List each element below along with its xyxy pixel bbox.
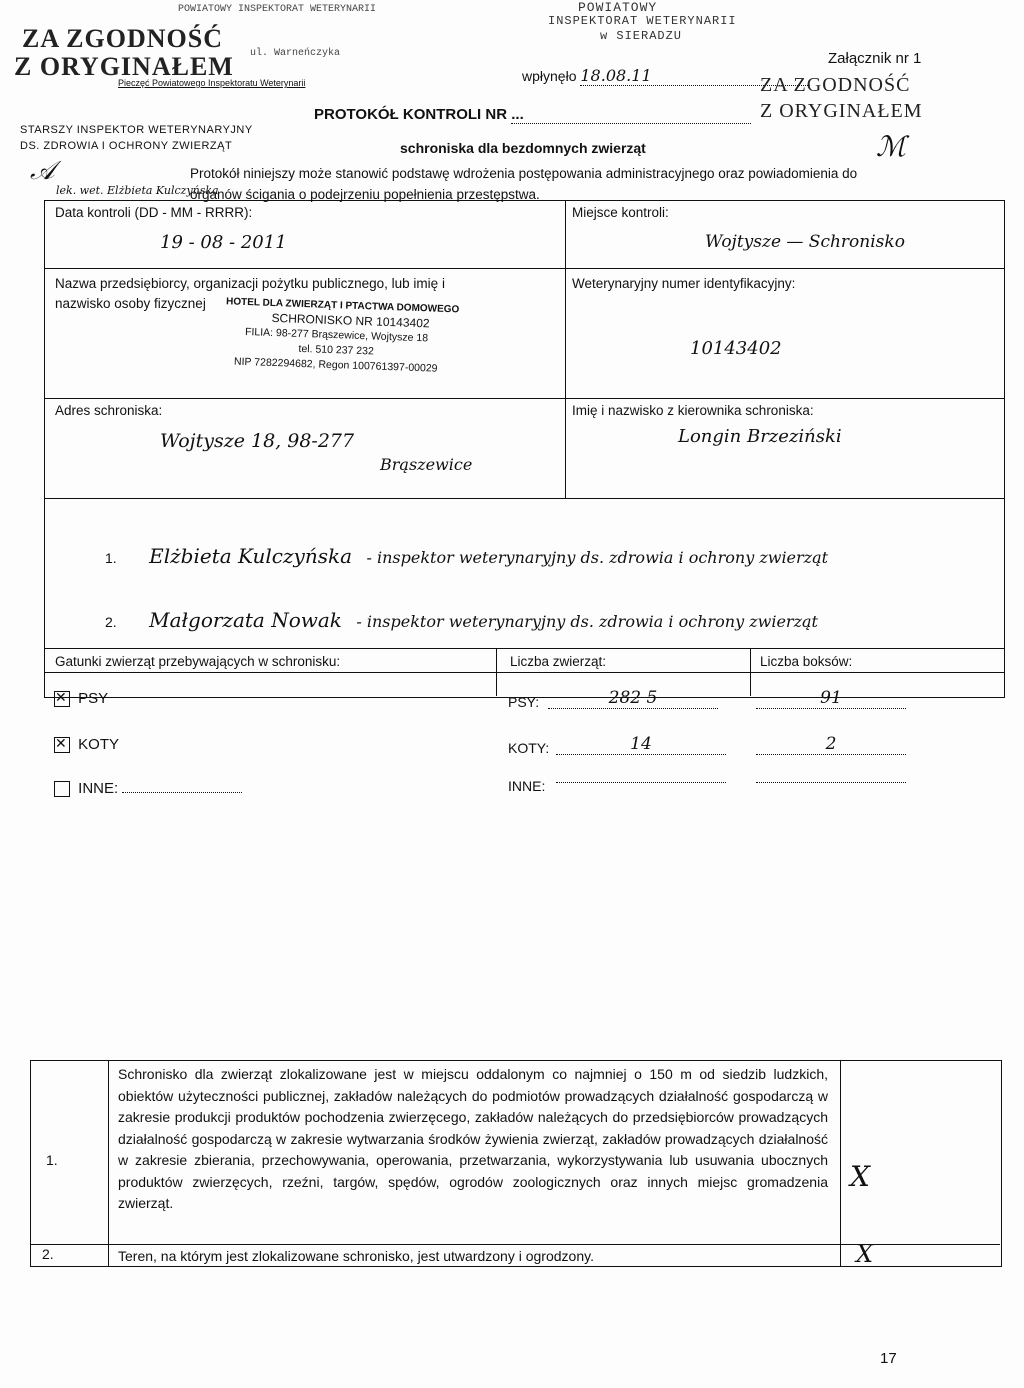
- kierownik-value[interactable]: Longin Brzeziński: [678, 426, 842, 447]
- animals-table-top: [44, 648, 1004, 649]
- koty-count-label: KOTY:: [508, 740, 550, 756]
- signature-top-right: ℳ: [876, 130, 906, 163]
- za-zgodnosc-stamp-top: ZA ZGODNOŚĆ: [22, 24, 223, 53]
- wplynelo-date: 18.08.11: [580, 66, 810, 86]
- nazwa-stamp-line: FILIA: 98-277 Brąszewice, Wojtysze 18: [244, 325, 429, 345]
- title-number: ...: [511, 106, 751, 124]
- protocol-note: Protokół niniejszy może stanowić podstawę wdrożenia postępowania administracyjnego oraz powiadomienia do organów ścigania o podejrzeniu popełnienia przestępstwa.: [190, 166, 858, 202]
- starszy-inspektor-stamp: STARSZY INSPEKTOR WETERYNARYJNY: [20, 124, 253, 136]
- inspector-2-num: 2.: [105, 614, 117, 630]
- starszy-inspektor-name: lek. wet. Elżbieta Kulczyńska: [56, 184, 219, 197]
- requirement-1-mark[interactable]: X: [850, 1160, 870, 1193]
- requirement-2-mark[interactable]: X: [856, 1240, 874, 1268]
- animal-row-koty: [54, 736, 119, 753]
- inne-count-value[interactable]: [556, 782, 726, 783]
- requirement-1-num: 1.: [46, 1152, 58, 1168]
- wni-label: Weterynaryjny numer identyfikacyjny:: [572, 276, 796, 291]
- nazwa-stamp-line: tel. 510 237 232: [298, 342, 375, 358]
- psy-boxes-value[interactable]: 91: [756, 688, 906, 709]
- za-zgodnosc-stamp-right: ZA ZGODNOŚĆ: [760, 74, 911, 96]
- psy-checkbox[interactable]: [54, 691, 70, 707]
- inspector-2: [105, 608, 1015, 632]
- table-divider-2: [44, 398, 1004, 399]
- table-divider-1: [44, 268, 1004, 269]
- inspector-1-num: 1.: [105, 550, 117, 566]
- requirement-2-text: Teren, na którym jest zlokalizowane schronisko, jest utwardzony i ogrodzony.: [118, 1248, 594, 1264]
- gatunki-label: Gatunki zwierząt przebywających w schronisku:: [55, 654, 341, 669]
- adres-label: Adres schroniska:: [55, 403, 163, 418]
- animal-row-psy: [54, 690, 108, 707]
- adres-value-2[interactable]: Brąszewice: [380, 455, 473, 474]
- page-number: 17: [880, 1350, 897, 1367]
- req-divider-num: [108, 1060, 109, 1266]
- z-oryginalem-stamp-top: Z ORYGINAŁEM: [14, 52, 234, 81]
- inspector-1-role[interactable]: - inspektor weterynaryjny ds. zdrowia i ochrony zwierząt: [366, 548, 829, 567]
- psy-label: PSY: [78, 690, 109, 707]
- adres-value-1[interactable]: Wojtysze 18, 98-277: [160, 430, 355, 452]
- wplynelo-label: wpłynęło: [522, 68, 577, 84]
- req-divider-mark: [840, 1060, 841, 1266]
- inne-label: INNE:: [78, 780, 119, 797]
- zalacznik-label: Załącznik nr 1: [828, 50, 922, 67]
- inspektorat-address: ul. Warneńczyka: [250, 48, 341, 59]
- data-kontroli-label: Data kontroli (DD - MM - RRRR):: [55, 205, 253, 220]
- liczba-boksow-label: Liczba boksów:: [760, 654, 853, 669]
- animal-row-inne: [54, 780, 242, 797]
- title-prefix: PROTOKÓŁ KONTROLI NR: [314, 106, 508, 123]
- pieczec-label: Pieczęć Powiatowego Inspektoratu Weterynarii: [118, 78, 306, 88]
- inspector-2-name[interactable]: Małgorzata Nowak: [149, 608, 342, 632]
- z-oryginalem-stamp-right: Z ORYGINAŁEM: [760, 100, 923, 122]
- nazwa-stamp-line: HOTEL DLA ZWIERZĄT I PTACTWA DOMOWEGO: [225, 296, 460, 316]
- nazwa-stamp: [204, 294, 460, 378]
- inspector-1-name[interactable]: Elżbieta Kulczyńska: [149, 544, 353, 568]
- psy-count-label: PSY:: [508, 694, 540, 710]
- inne-count-label: INNE:: [508, 778, 546, 794]
- wni-value[interactable]: 10143402: [690, 338, 782, 359]
- table-divider-vertical: [565, 200, 566, 498]
- data-kontroli-value[interactable]: 19 - 08 - 2011: [160, 232, 287, 253]
- miejsce-kontroli-value[interactable]: Wojtysze — Schronisko: [705, 232, 905, 252]
- inspector-2-role[interactable]: - inspektor weterynaryjny ds. zdrowia i ochrony zwierząt: [356, 612, 818, 631]
- starszy-inspektor-stamp-2: DS. ZDROWIA I OCHRONY ZWIERZĄT: [20, 140, 233, 152]
- inspektorat-stamp-right-3: w SIERADZU: [600, 29, 683, 43]
- koty-checkbox[interactable]: [54, 737, 70, 753]
- liczba-zwierzat-label: Liczba zwierząt:: [510, 654, 607, 669]
- nazwa-label-line2: nazwisko osoby fizycznej: [55, 296, 206, 311]
- signature-mark: 𝒜: [30, 156, 55, 186]
- inspektorat-stamp-left: POWIATOWY INSPEKTORAT WETERYNARII: [178, 4, 377, 15]
- psy-count-value[interactable]: 282 5: [548, 688, 718, 709]
- koty-count-value[interactable]: 14: [556, 734, 726, 755]
- kierownik-label: Imię i nazwisko z kierownika schroniska:: [572, 403, 814, 418]
- inne-value[interactable]: [122, 792, 242, 793]
- koty-label: KOTY: [78, 736, 120, 753]
- requirement-1-text: Schronisko dla zwierząt zlokalizowane jest w miejscu oddalonym co najmniej o 150 m od siedzib ludzkich, obiektów użyteczności publicznej, zakładów należących do podmiotów prowadzących działalność gospodarczą w zakresie produkcji produktów pochodzenia zwierzęcego, zakładów należących do przedsiębiorców prowadzących działalność gospodarczą w zakresie wytwarzania środków żywienia zwierząt, zakładów prowadzących działalność w zakresie zbierania, przechowywania, operowania, przetwarzania, wykorzystywania lub usuwania ubocznych produktów zwierzęcych, rzeźni, targów, spędów, ogrodów zoologicznych oraz innych miejsc gromadzenia zwierząt.: [118, 1066, 828, 1211]
- inspector-1: [105, 544, 1005, 568]
- page-title: [314, 106, 751, 124]
- inne-checkbox[interactable]: [54, 781, 70, 797]
- table-divider-3: [44, 498, 1004, 499]
- miejsce-kontroli-label: Miejsce kontroli:: [572, 205, 669, 220]
- requirement-2-num: 2.: [42, 1246, 54, 1262]
- nazwa-stamp-line: SCHRONISKO NR 10143402: [271, 310, 430, 331]
- title-subtitle: schroniska dla bezdomnych zwierząt: [400, 140, 646, 156]
- nazwa-stamp-line: NIP 7282294682, Regon 100761397-00029: [233, 355, 438, 375]
- inne-boxes-value[interactable]: [756, 782, 906, 783]
- inspektorat-stamp-right: POWIATOWY: [578, 0, 658, 15]
- nazwa-label-line1: Nazwa przedsiębiorcy, organizacji pożytku publicznego, lub imię i: [55, 276, 445, 291]
- inspektorat-stamp-right-2: INSPEKTORAT WETERYNARII: [548, 14, 737, 28]
- animals-header-bottom: [44, 672, 1004, 673]
- koty-boxes-value[interactable]: 2: [756, 734, 906, 755]
- req-divider-row: [30, 1244, 1000, 1245]
